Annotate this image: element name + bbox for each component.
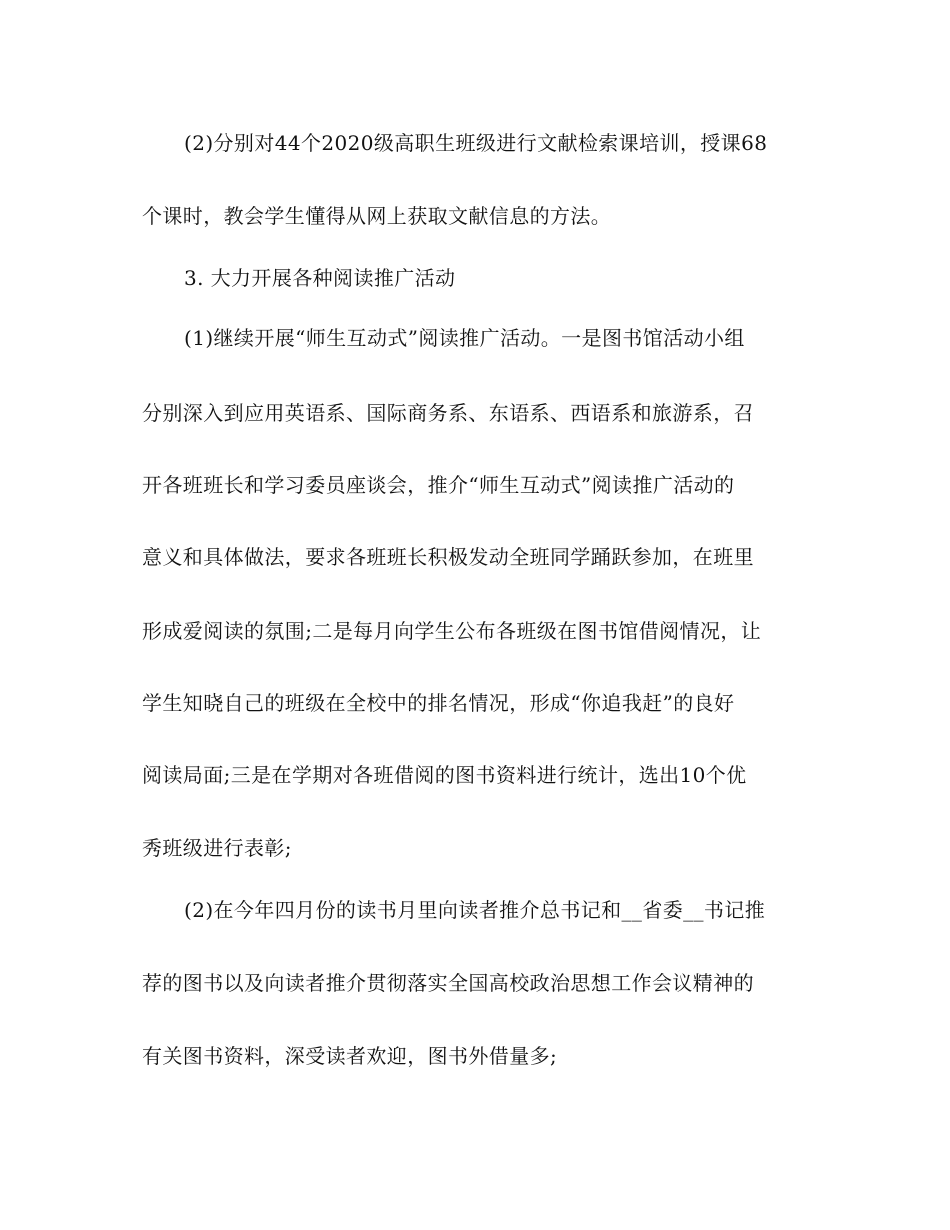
paragraph-line: (2)在今年四月份的读书月里向读者推介总书记和__省委__书记推 (184, 898, 766, 922)
paragraph-line: 形成爱阅读的氛围;二是每月向学生公布各班级在图书馆借阅情况，让 (142, 619, 762, 643)
paragraph-line: (2)分别对44个2020级高职生班级进行文献检索课培训，授课68 (184, 131, 768, 155)
paragraph-line: 学生知晓自己的班级在全校中的排名情况，形成“你追我赶”的良好 (142, 691, 735, 715)
paragraph-line: 秀班级进行表彰; (142, 836, 292, 860)
paragraph-line: 开各班班长和学习委员座谈会，推介“师生互动式”阅读推广活动的 (142, 473, 735, 497)
paragraph-line: 意义和具体做法，要求各班班长积极发动全班同学踊跃参加，在班里 (142, 545, 754, 569)
paragraph-line: 个课时，教会学生懂得从网上获取文献信息的方法。 (142, 204, 612, 228)
paragraph-line: 荐的图书以及向读者推介贯彻落实全国高校政治思想工作会议精神的 (142, 971, 754, 995)
paragraph-line: (1)继续开展“师生互动式”阅读推广活动。一是图书馆活动小组 (184, 326, 745, 350)
paragraph-line: 阅读局面;三是在学期对各班借阅的图书资料进行统计，选出10个优 (142, 763, 747, 787)
section-heading: 3. 大力开展各种阅读推广活动 (184, 266, 456, 290)
paragraph-line: 分别深入到应用英语系、国际商务系、东语系、西语系和旅游系，召 (142, 401, 754, 425)
paragraph-line: 有关图书资料，深受读者欢迎，图书外借量多; (142, 1044, 558, 1068)
